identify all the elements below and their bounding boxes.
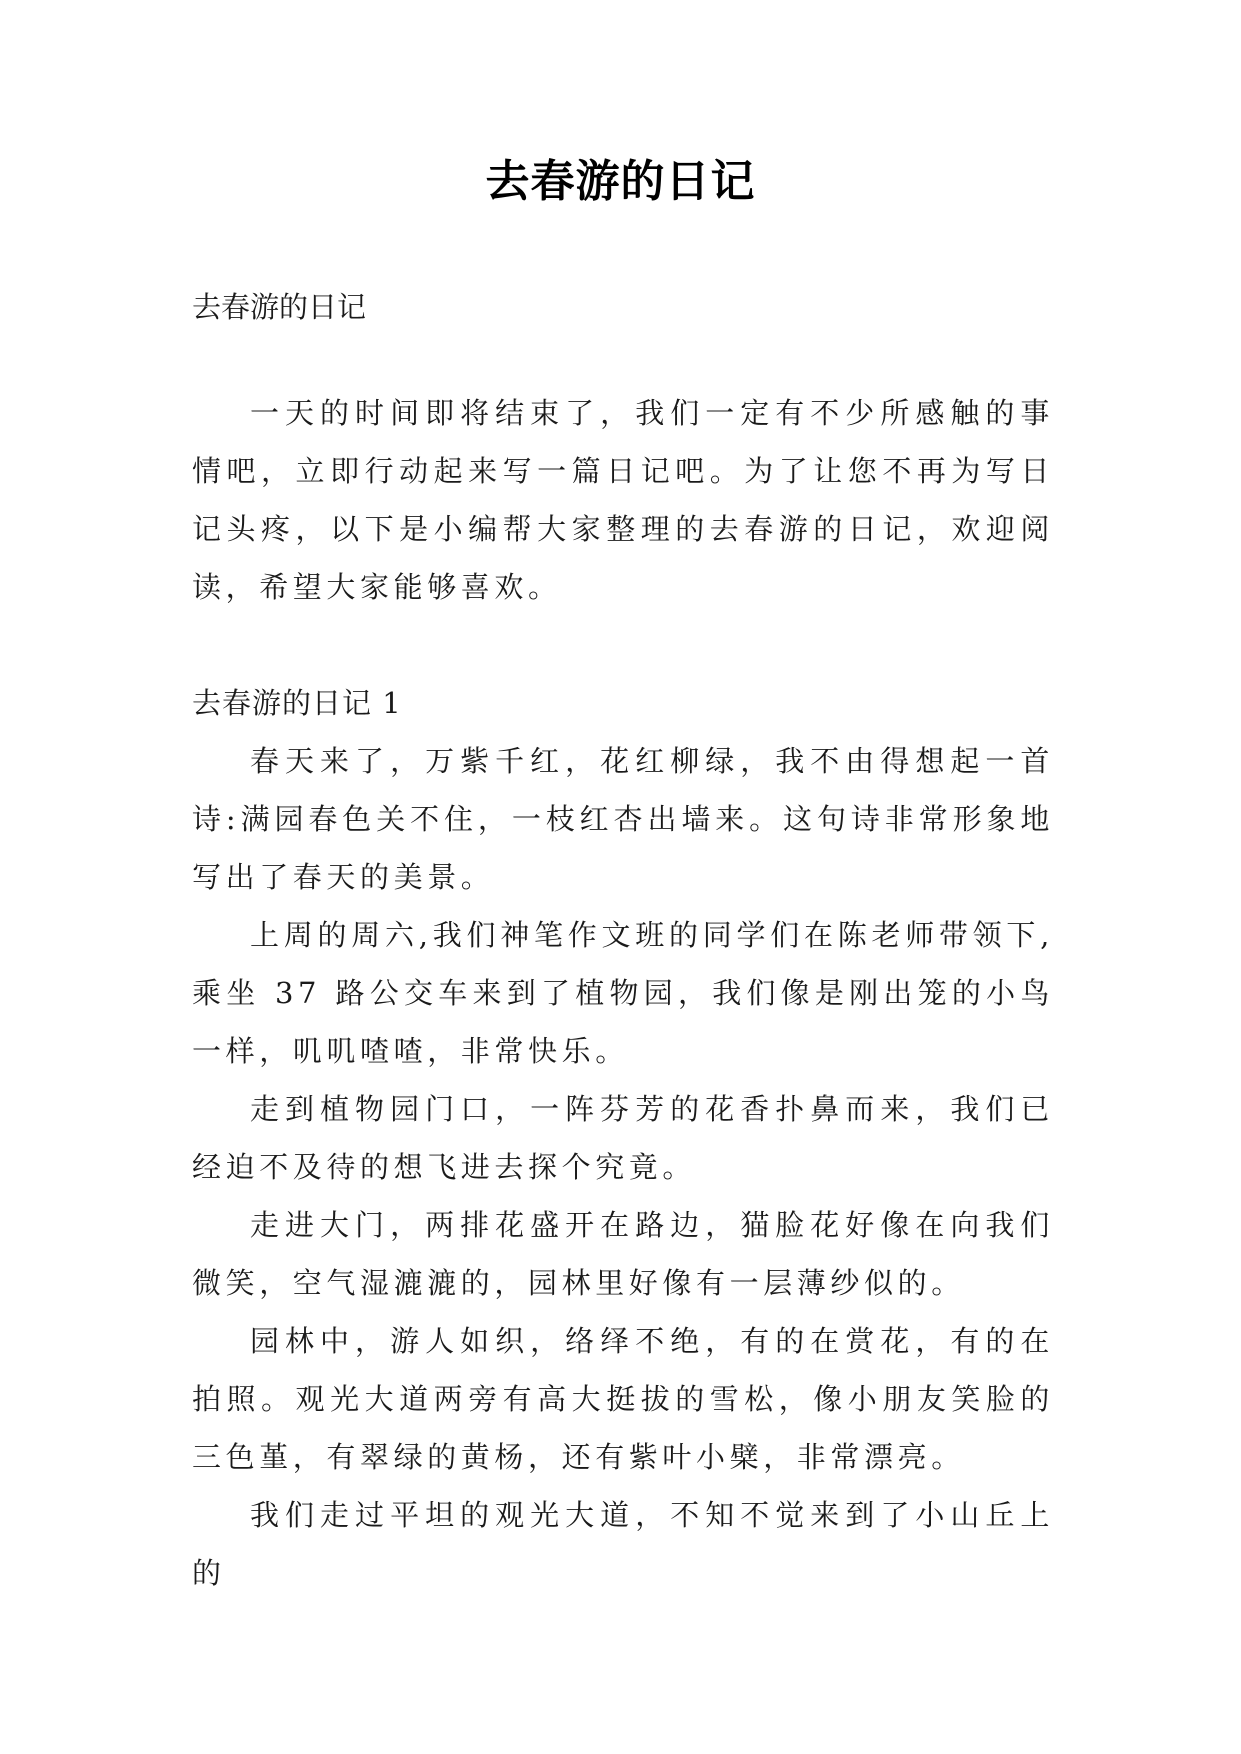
body-paragraph: 上周的周六,我们神笔作文班的同学们在陈老师带领下,乘坐 37 路公交车来到了植物园，我们像是刚出笼的小鸟一样，叽叽喳喳，非常快乐。 [192,918,1054,1068]
body-paragraph: 春天来了，万紫千红，花红柳绿，我不由得想起一首诗:满园春色关不住，一枝红杏出墙来。这句诗非常形象地写出了春天的美景。 [192,744,1054,894]
body-paragraph: 园林中，游人如织，络绎不绝，有的在赏花，有的在拍照。观光大道两旁有高大挺拔的雪松，像小朋友笑脸的三色堇，有翠绿的黄杨，还有紫叶小檗，非常漂亮。 [192,1324,1054,1474]
document-subtitle: 去春游的日记 [192,290,367,324]
document-title: 去春游的日记 [485,156,756,207]
body-paragraph: 走进大门，两排花盛开在路边，猫脸花好像在向我们微笑，空气湿漉漉的，园林里好像有一层薄纱似的。 [192,1208,1054,1300]
section-heading: 去春游的日记 1 [192,686,402,720]
body-paragraph: 我们走过平坦的观光大道，不知不觉来到了小山丘上的 [192,1498,1054,1590]
body-paragraph: 走到植物园门口，一阵芬芳的花香扑鼻而来，我们已经迫不及待的想飞进去探个究竟。 [192,1092,1054,1184]
document-body [192,288,1054,1602]
intro-paragraph: 一天的时间即将结束了，我们一定有不少所感触的事情吧，立即行动起来写一篇日记吧。为了让您不再为写日记头疼，以下是小编帮大家整理的去春游的日记，欢迎阅读，希望大家能够喜欢。 [192,396,1054,604]
